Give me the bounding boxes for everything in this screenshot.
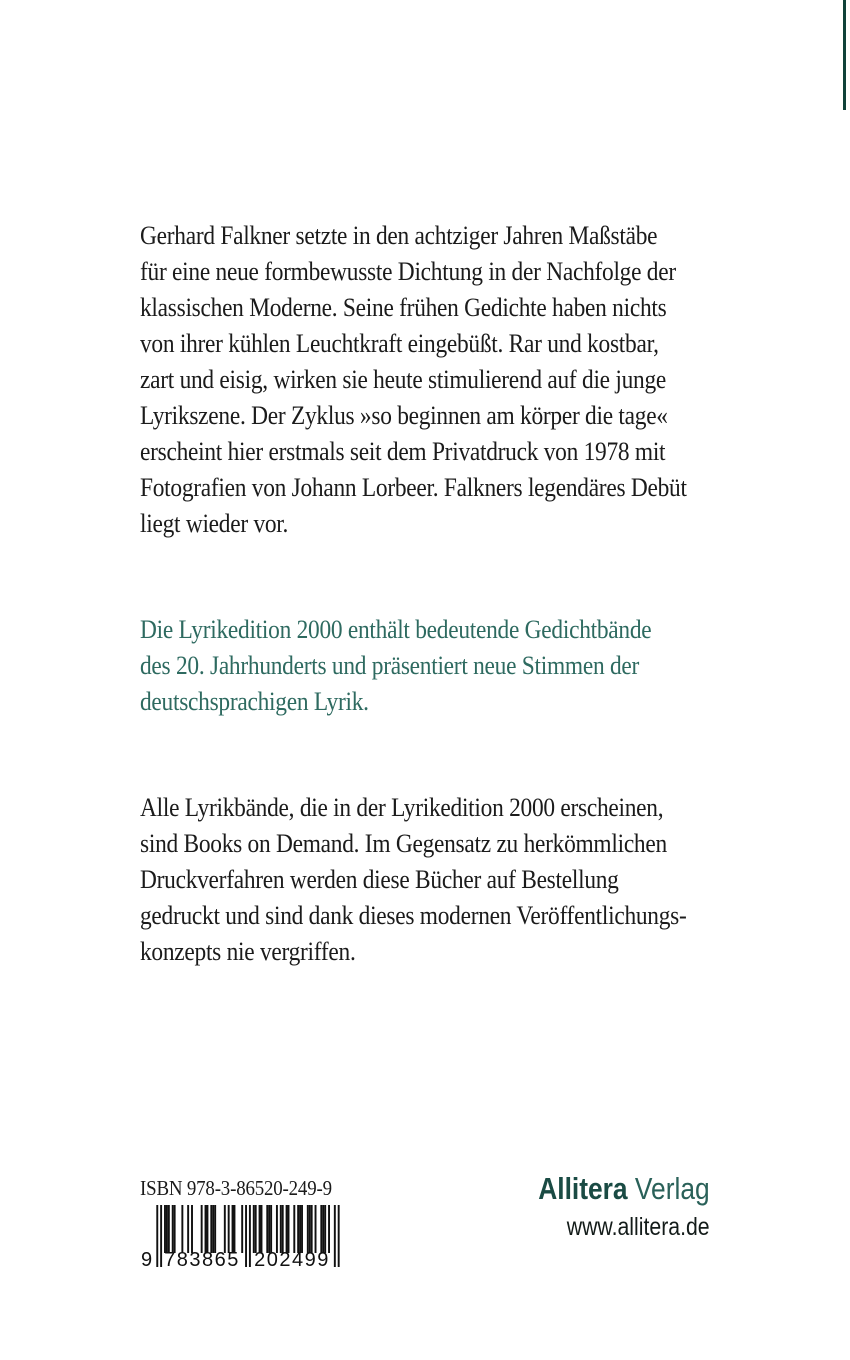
barcode-digit-first: 9 bbox=[141, 1249, 153, 1271]
series-paragraph bbox=[140, 612, 651, 720]
text-line: konzepts nie vergriffen. bbox=[140, 937, 356, 966]
text-line: Gerhard Falkner setzte in den achtziger Jahren Maßstäbe bbox=[140, 221, 658, 250]
text-line: Druckverfahren werden diese Bücher auf Bestellung bbox=[140, 865, 619, 894]
text-line: deutschsprachigen Lyrik. bbox=[140, 687, 369, 716]
text-line: sind Books on Demand. Im Gegensatz zu herkömmlichen bbox=[140, 829, 667, 858]
publisher-name-bold: Allitera bbox=[538, 1171, 628, 1206]
isbn-block bbox=[140, 1176, 360, 1271]
text-line: von ihrer kühlen Leuchtkraft eingebüßt. Rar und kostbar, bbox=[140, 329, 659, 358]
publisher-block bbox=[539, 1172, 710, 1241]
cover-edge-line bbox=[843, 0, 846, 110]
text-line: Alle Lyrikbände, die in der Lyrikedition 2000 erscheinen, bbox=[140, 793, 664, 822]
ean13-barcode bbox=[141, 1205, 340, 1271]
text-line: für eine neue formbewusste Dichtung in der Nachfolge der bbox=[140, 257, 676, 286]
text-line: Die Lyrikedition 2000 enthält bedeutende Gedichtbände bbox=[140, 615, 652, 644]
text-line: erscheint hier erstmals seit dem Privatdruck von 1978 mit bbox=[140, 437, 666, 466]
text-line: des 20. Jahrhunderts und präsentiert neue Stimmen der bbox=[140, 651, 640, 680]
print-on-demand-paragraph bbox=[140, 790, 687, 970]
text-line: gedruckt und sind dank dieses modernen Veröffentlichungs- bbox=[140, 901, 687, 930]
barcode-digits-right: 202499 bbox=[254, 1249, 330, 1271]
text-line: Lyrikszene. Der Zyklus »so beginnen am körper die tage« bbox=[140, 401, 668, 430]
isbn-label: ISBN 978-3-86520-249-9 bbox=[140, 1176, 332, 1200]
text-line: Fotografien von Johann Lorbeer. Falkners legendäres Debüt bbox=[140, 473, 687, 502]
publisher-logo bbox=[539, 1172, 710, 1206]
text-line: liegt wieder vor. bbox=[140, 509, 289, 538]
barcode-digits-left: 783865 bbox=[164, 1249, 240, 1271]
text-line: zart und eisig, wirken sie heute stimulierend auf die junge bbox=[140, 365, 667, 394]
publisher-name-regular: Verlag bbox=[635, 1171, 710, 1206]
publisher-website: www.allitera.de bbox=[567, 1213, 710, 1241]
text-line: klassischen Moderne. Seine frühen Gedichte haben nichts bbox=[140, 293, 667, 322]
intro-paragraph bbox=[140, 218, 687, 542]
